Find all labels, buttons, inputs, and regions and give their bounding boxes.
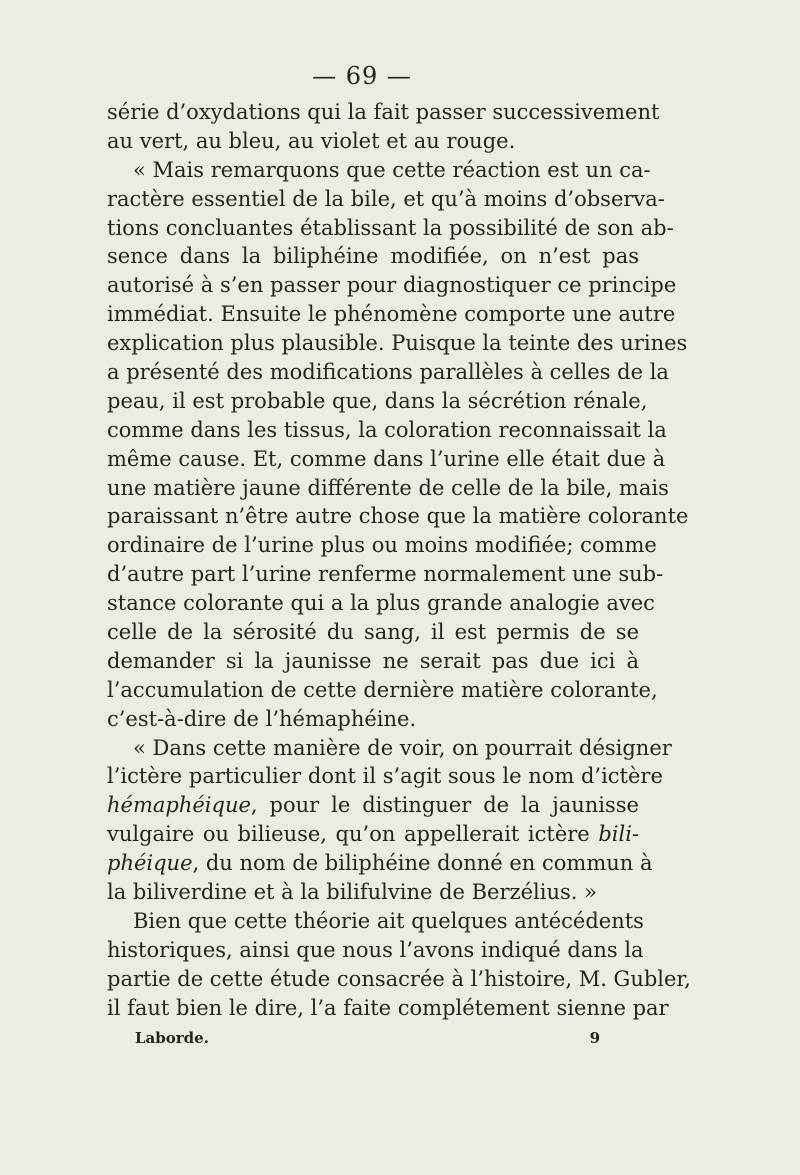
line-text: a présenté des modifications parallèles à celles de la: [107, 360, 669, 385]
text-line: [107, 531, 657, 560]
line-text: partie de cette étude consacrée à l’histoire, M. Gubler,: [107, 966, 691, 991]
text-line: [107, 907, 644, 936]
text-line: [107, 936, 644, 965]
line-text: immédiat. Ensuite le phénomène comporte une autre: [107, 302, 676, 327]
text-line: [107, 965, 691, 994]
italic-term: bili-: [598, 822, 639, 847]
text-line: [107, 618, 639, 647]
line-text: celle de la sérosité du sang, il est permis de se: [107, 620, 639, 645]
line-text: c’est-à-dire de l’hémaphéine.: [107, 706, 417, 731]
page-body-text: [107, 98, 691, 1023]
text-line: [107, 762, 663, 791]
italic-term: hémaphéique: [107, 793, 251, 818]
line-text: même cause. Et, comme dans l’urine elle était due à: [107, 446, 666, 471]
italic-term: phéique: [107, 851, 193, 876]
line-text: stance colorante qui a la plus grande analogie avec: [107, 591, 655, 616]
text-line: [107, 474, 669, 503]
text-line: [107, 994, 669, 1023]
line-text: l’ictère particulier dont il s’agit sous le nom d’ictère: [107, 764, 663, 789]
page-number: — 69 —: [312, 62, 412, 90]
text-line: [107, 676, 658, 705]
text-line: [107, 820, 639, 849]
signature-mark: 9: [589, 1029, 600, 1047]
line-text: autorisé à s’en passer pour diagnostiquer ce principe: [107, 273, 677, 298]
line-text: explication plus plausible. Puisque la teinte des urines: [107, 331, 688, 356]
text-line: [107, 791, 639, 820]
footer-author: Laborde.: [135, 1029, 209, 1047]
text-line: [107, 156, 651, 185]
text-line: [107, 502, 689, 531]
line-text: d’autre part l’urine renferme normalement une sub-: [107, 562, 664, 587]
text-line: [107, 329, 688, 358]
line-text: ordinaire de l’urine plus ou moins modifiée; comme: [107, 533, 657, 558]
text-line: [107, 734, 672, 763]
text-line: [107, 98, 660, 127]
line-text: la biliverdine et à la bilifulvine de Berzélius. »: [107, 880, 597, 905]
text-line: [107, 358, 669, 387]
text-line: [107, 416, 667, 445]
line-text: demander si la jaunisse ne serait pas due ici à: [107, 648, 639, 673]
line-text: , du nom de biliphéine donné en commun à: [192, 851, 653, 876]
text-line: [107, 647, 639, 676]
line-text: paraissant n’être autre chose que la matière colorante: [107, 504, 689, 529]
line-text: l’accumulation de cette dernière matière colorante,: [107, 677, 658, 702]
line-text: , pour le distinguer de la jaunisse: [250, 793, 639, 818]
line-text: au vert, au bleu, au violet et au rouge.: [107, 128, 516, 153]
text-line: [107, 705, 639, 734]
text-line: [107, 214, 674, 243]
text-line: [107, 445, 666, 474]
line-text: peau, il est probable que, dans la sécrétion rénale,: [107, 388, 648, 413]
line-text: il faut bien le dire, l’a faite complétement sienne par: [107, 995, 669, 1020]
line-text: historiques, ainsi que nous l’avons indiqué dans la: [107, 937, 644, 962]
line-text: Bien que cette théorie ait quelques antécédents: [133, 908, 644, 933]
line-text: ractère essentiel de la bile, et qu’à moins d’observa-: [107, 186, 665, 211]
text-line: [107, 185, 665, 214]
line-text: tions concluantes établissant la possibilité de son ab-: [107, 215, 674, 240]
line-text: vulgaire ou bilieuse, qu’on appellerait ictère: [107, 822, 599, 847]
line-text: « Dans cette manière de voir, on pourrait désigner: [133, 735, 672, 760]
text-line: [107, 589, 655, 618]
text-line: [107, 560, 664, 589]
text-line: [107, 300, 676, 329]
line-text: une matière jaune différente de celle de la bile, mais: [107, 475, 669, 500]
text-line: [107, 271, 677, 300]
text-line: [107, 387, 648, 416]
line-text: sence dans la biliphéine modifiée, on n’est pas: [107, 244, 639, 269]
text-line: [107, 242, 639, 271]
text-line: [107, 878, 639, 907]
line-text: « Mais remarquons que cette réaction est un ca-: [133, 157, 651, 182]
text-line: [107, 849, 653, 878]
text-line: [107, 127, 639, 156]
line-text: série d’oxydations qui la fait passer successivement: [107, 100, 660, 124]
line-text: comme dans les tissus, la coloration reconnaissait la: [107, 417, 667, 442]
